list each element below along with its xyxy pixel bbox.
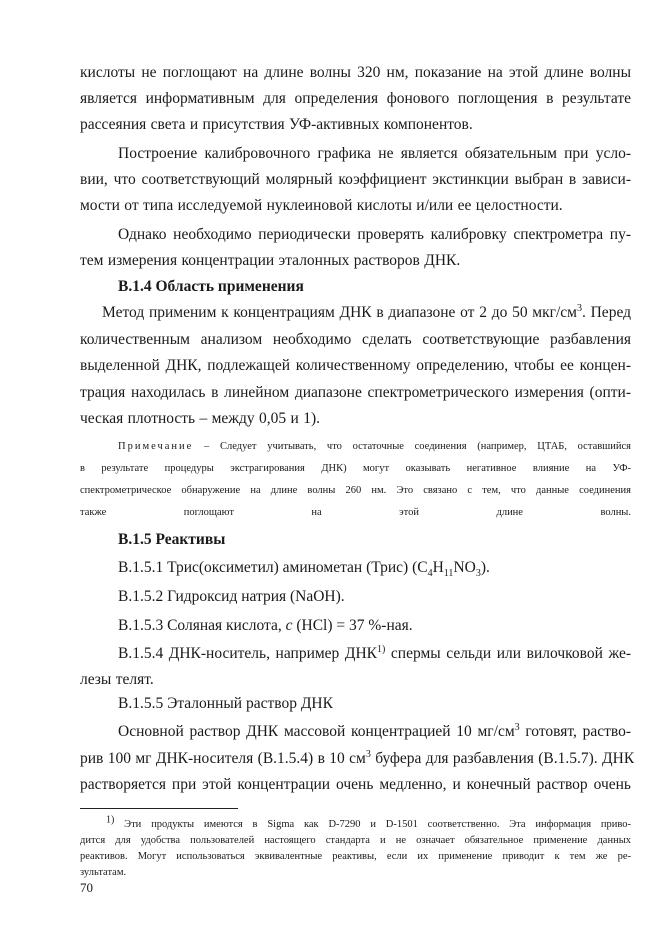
superscript: 3: [514, 721, 520, 733]
paragraph-line: тем измерения концентрации эталонных растворов ДНК.: [80, 252, 461, 269]
paragraph-line: рассеяния света и присутствия УФ-активных компонентов.: [80, 116, 473, 133]
paragraph-line: мости от типа исследуемой нуклеиновой кислоты и/или ее целостности.: [80, 197, 563, 214]
note-line: спектрометрическое обнаружение на длине волны 260 нм. Это связано с тем, что данные соединения: [80, 485, 631, 496]
text-run: H: [432, 559, 444, 576]
paragraph-line: трация находилась в линейном диапазоне спектрометрического измерения (опти-: [80, 384, 631, 401]
section-heading: В.1.5 Реактивы: [118, 531, 226, 548]
text-run: спермы сельди или вилочковой же-: [385, 645, 632, 662]
text-run: Эти продукты имеются в Sigma как D-7290 и D-1501 соответственно. Эта информация приво-: [114, 819, 631, 830]
note-line: также поглощают на этой длине волны.: [80, 507, 631, 518]
reagent-item: [118, 555, 490, 581]
footnote-rule: [80, 808, 238, 809]
text-run: (HCl) = 37 %-ная.: [292, 617, 413, 634]
subscript: 4: [427, 568, 433, 580]
paragraph-line: [80, 746, 635, 772]
paragraph-line: [118, 719, 631, 745]
paragraph-line: ческая плотность – между 0,05 и 1).: [80, 410, 320, 427]
text-run: Метод применим к концентрациям ДНК в диапазоне от 2 до 50 мкг/см: [102, 304, 577, 321]
section-heading: В.1.4 Область применения: [118, 278, 304, 295]
subscript: 3: [475, 568, 481, 580]
reagent-item: [118, 613, 413, 639]
superscript: 3: [365, 748, 371, 760]
footnote-ref: 1): [376, 643, 386, 655]
footnote-line: дится для удобства пользователей настоящего стандарта и не означает обязательное применение данных: [80, 835, 631, 846]
text-run: – Следует учитывать, что остаточные соединения (например, ЦТАБ, оставшийся: [193, 441, 631, 452]
reagent-item: В.1.5.5 Эталонный раствор ДНК: [118, 695, 333, 712]
paragraph-line: вии, что соответствующий молярный коэффициент экстинкции выбран в зависи-: [80, 171, 631, 188]
paragraph-line: Построение калибровочного графика не является обязательным при усло-: [118, 145, 631, 162]
page-number: 70: [80, 880, 93, 895]
paragraph-line: растворяется при этой концентрации очень медленно, и конечный раствор очень: [80, 776, 631, 793]
paragraph-line: количественным анализом необходимо сделать соответствующие разбавления: [80, 331, 631, 348]
footnote-mark: 1): [106, 814, 115, 826]
text-run: В.1.5.3 Соляная кислота,: [118, 617, 286, 634]
paragraph-line: [102, 300, 631, 326]
reagent-item: В.1.5.2 Гидроксид натрия (NaOH).: [118, 588, 345, 605]
text-run: . Перед: [582, 304, 631, 321]
text-run: буфера для разбавления (В.1.5.7). ДНК: [370, 750, 635, 767]
paragraph-line: является информативным для определения фонового поглощения в результате: [80, 90, 631, 107]
text-run: ).: [480, 559, 490, 576]
text-run: рив 100 мг ДНК-носителя (В.1.5.4) в 10 см: [80, 750, 366, 767]
paragraph-line: Однако необходимо периодически проверять калибровку спектрометра пу-: [118, 226, 631, 243]
text-run: В.1.5.4 ДНК-носитель, например ДНК: [118, 645, 377, 662]
footnote-line: зультатам.: [80, 867, 127, 878]
footnote-line: реактивов. Могут использоваться эквивалентные реактивы, если их применение приводит к тем же ре-: [80, 851, 631, 862]
paragraph-line: [118, 641, 631, 667]
text-run: готовят, раство-: [519, 723, 631, 740]
text-run: NO: [453, 559, 476, 576]
paragraph-line: кислоты не поглощают на длине волны 320 нм, показание на этой длине волны: [80, 64, 631, 81]
note-line: в результате процедуры экстрагирования ДНК) могут оказывать негативное влияние на УФ-: [80, 463, 631, 474]
superscript: 3: [577, 302, 582, 314]
note-label: Примечание: [118, 441, 194, 452]
footnote-line: [106, 814, 631, 833]
text-run: Основной раствор ДНК массовой концентрацией 10 мг/см: [118, 723, 515, 740]
text-run: В.1.5.1 Трис(оксиметил) аминометан (Трис) (C: [118, 559, 428, 576]
paragraph-line: выделенной ДНК, подлежащей количественному определению, чтобы ее концен-: [80, 357, 631, 374]
paragraph-line: лезы телят.: [80, 671, 154, 688]
subscript: 11: [443, 568, 454, 580]
italic-symbol: c: [285, 617, 293, 634]
note-line: [118, 436, 631, 458]
